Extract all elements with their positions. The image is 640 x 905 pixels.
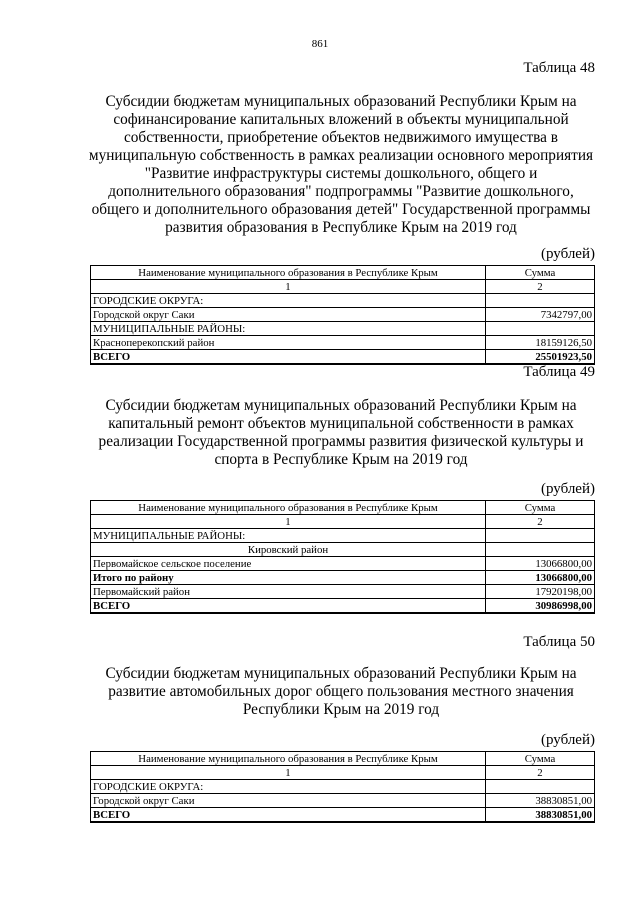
row-name: Первомайское сельское поселение [91,557,486,571]
table-50 [90,751,595,823]
row-sum: 38830851,00 [486,794,595,808]
group-label: МУНИЦИПАЛЬНЫЕ РАЙОНЫ: [91,529,486,543]
table-50-title: Субсидии бюджетам муниципальных образований Республики Крым на развитие автомобильных дорог общего пользования местного значения Республики Крым на 2019 год [105,665,577,718]
table-row [91,529,595,543]
total-row [91,599,595,614]
total-row [91,808,595,823]
group-label: ГОРОДСКИЕ ОКРУГА: [91,780,486,794]
table-row [91,336,595,350]
total-sum: 30986998,00 [486,599,595,614]
row-sum: 13066800,00 [486,557,595,571]
table-row [91,322,595,336]
table-50-unit: (рублей) [540,732,595,748]
col-header-sum: Сумма [486,266,595,280]
table-50-label: Таблица 50 [523,634,595,650]
subtotal-label: Итого по району [91,571,486,585]
total-sum: 38830851,00 [486,808,595,823]
table-row [91,557,595,571]
table-48-label: Таблица 48 [523,60,595,76]
table-row [91,794,595,808]
col-number: 2 [486,766,595,780]
table-49-title: Субсидии бюджетам муниципальных образований Республики Крым на капитальный ремонт объектов муниципальной собственности в рамках реализации Государственной программы развития физической культуры и спорта в Республике Крым на 2019 год [98,397,584,468]
table-49-label: Таблица 49 [523,364,595,380]
col-header-sum: Сумма [486,501,595,515]
col-header-name: Наименование муниципального образования в Республике Крым [91,752,486,766]
row-name: Городской округ Саки [91,794,486,808]
table-48-unit: (рублей) [540,246,595,262]
table-row [91,294,595,308]
row-sum: 7342797,00 [486,308,595,322]
subtotal-row [91,571,595,585]
col-header-name: Наименование муниципального образования в Республике Крым [91,501,486,515]
col-number: 1 [91,766,486,780]
table-row [91,780,595,794]
col-number: 2 [486,280,595,294]
row-sum: 18159126,50 [486,336,595,350]
subtotal-sum: 13066800,00 [486,571,595,585]
district-label: Кировский район [91,543,486,557]
page-number: 861 [311,38,329,50]
total-label: ВСЕГО [91,808,486,823]
table-row [91,543,595,557]
row-name: Красноперекопский район [91,336,486,350]
col-number: 1 [91,515,486,529]
group-label: ГОРОДСКИЕ ОКРУГА: [91,294,486,308]
col-header-name: Наименование муниципального образования в Республике Крым [91,266,486,280]
row-name: Городской округ Саки [91,308,486,322]
total-row [91,350,595,365]
col-number: 2 [486,515,595,529]
table-48-title: Субсидии бюджетам муниципальных образований Республики Крым на софинансирование капитальных вложений в объекты муниципальной собственности, приобретение объектов недвижимого имущества в муниципальную собственность в рамках реализации основного мероприятия "Развитие инфраструктуры системы дошкольного, общего и дополнительного образования" подпрограммы "Развитие дошкольного, общего и дополнительного образования детей" Государственной программы развития образования в Республике Крым на 2019 год [88,93,594,236]
table-49-unit: (рублей) [540,481,595,497]
total-label: ВСЕГО [91,599,486,614]
table-48 [90,265,595,365]
total-label: ВСЕГО [91,350,486,365]
table-row [91,308,595,322]
total-sum: 25501923,50 [486,350,595,365]
row-name: Первомайский район [91,585,486,599]
table-49 [90,500,595,614]
col-number: 1 [91,280,486,294]
group-label: МУНИЦИПАЛЬНЫЕ РАЙОНЫ: [91,322,486,336]
col-header-sum: Сумма [486,752,595,766]
row-sum: 17920198,00 [486,585,595,599]
table-row [91,585,595,599]
